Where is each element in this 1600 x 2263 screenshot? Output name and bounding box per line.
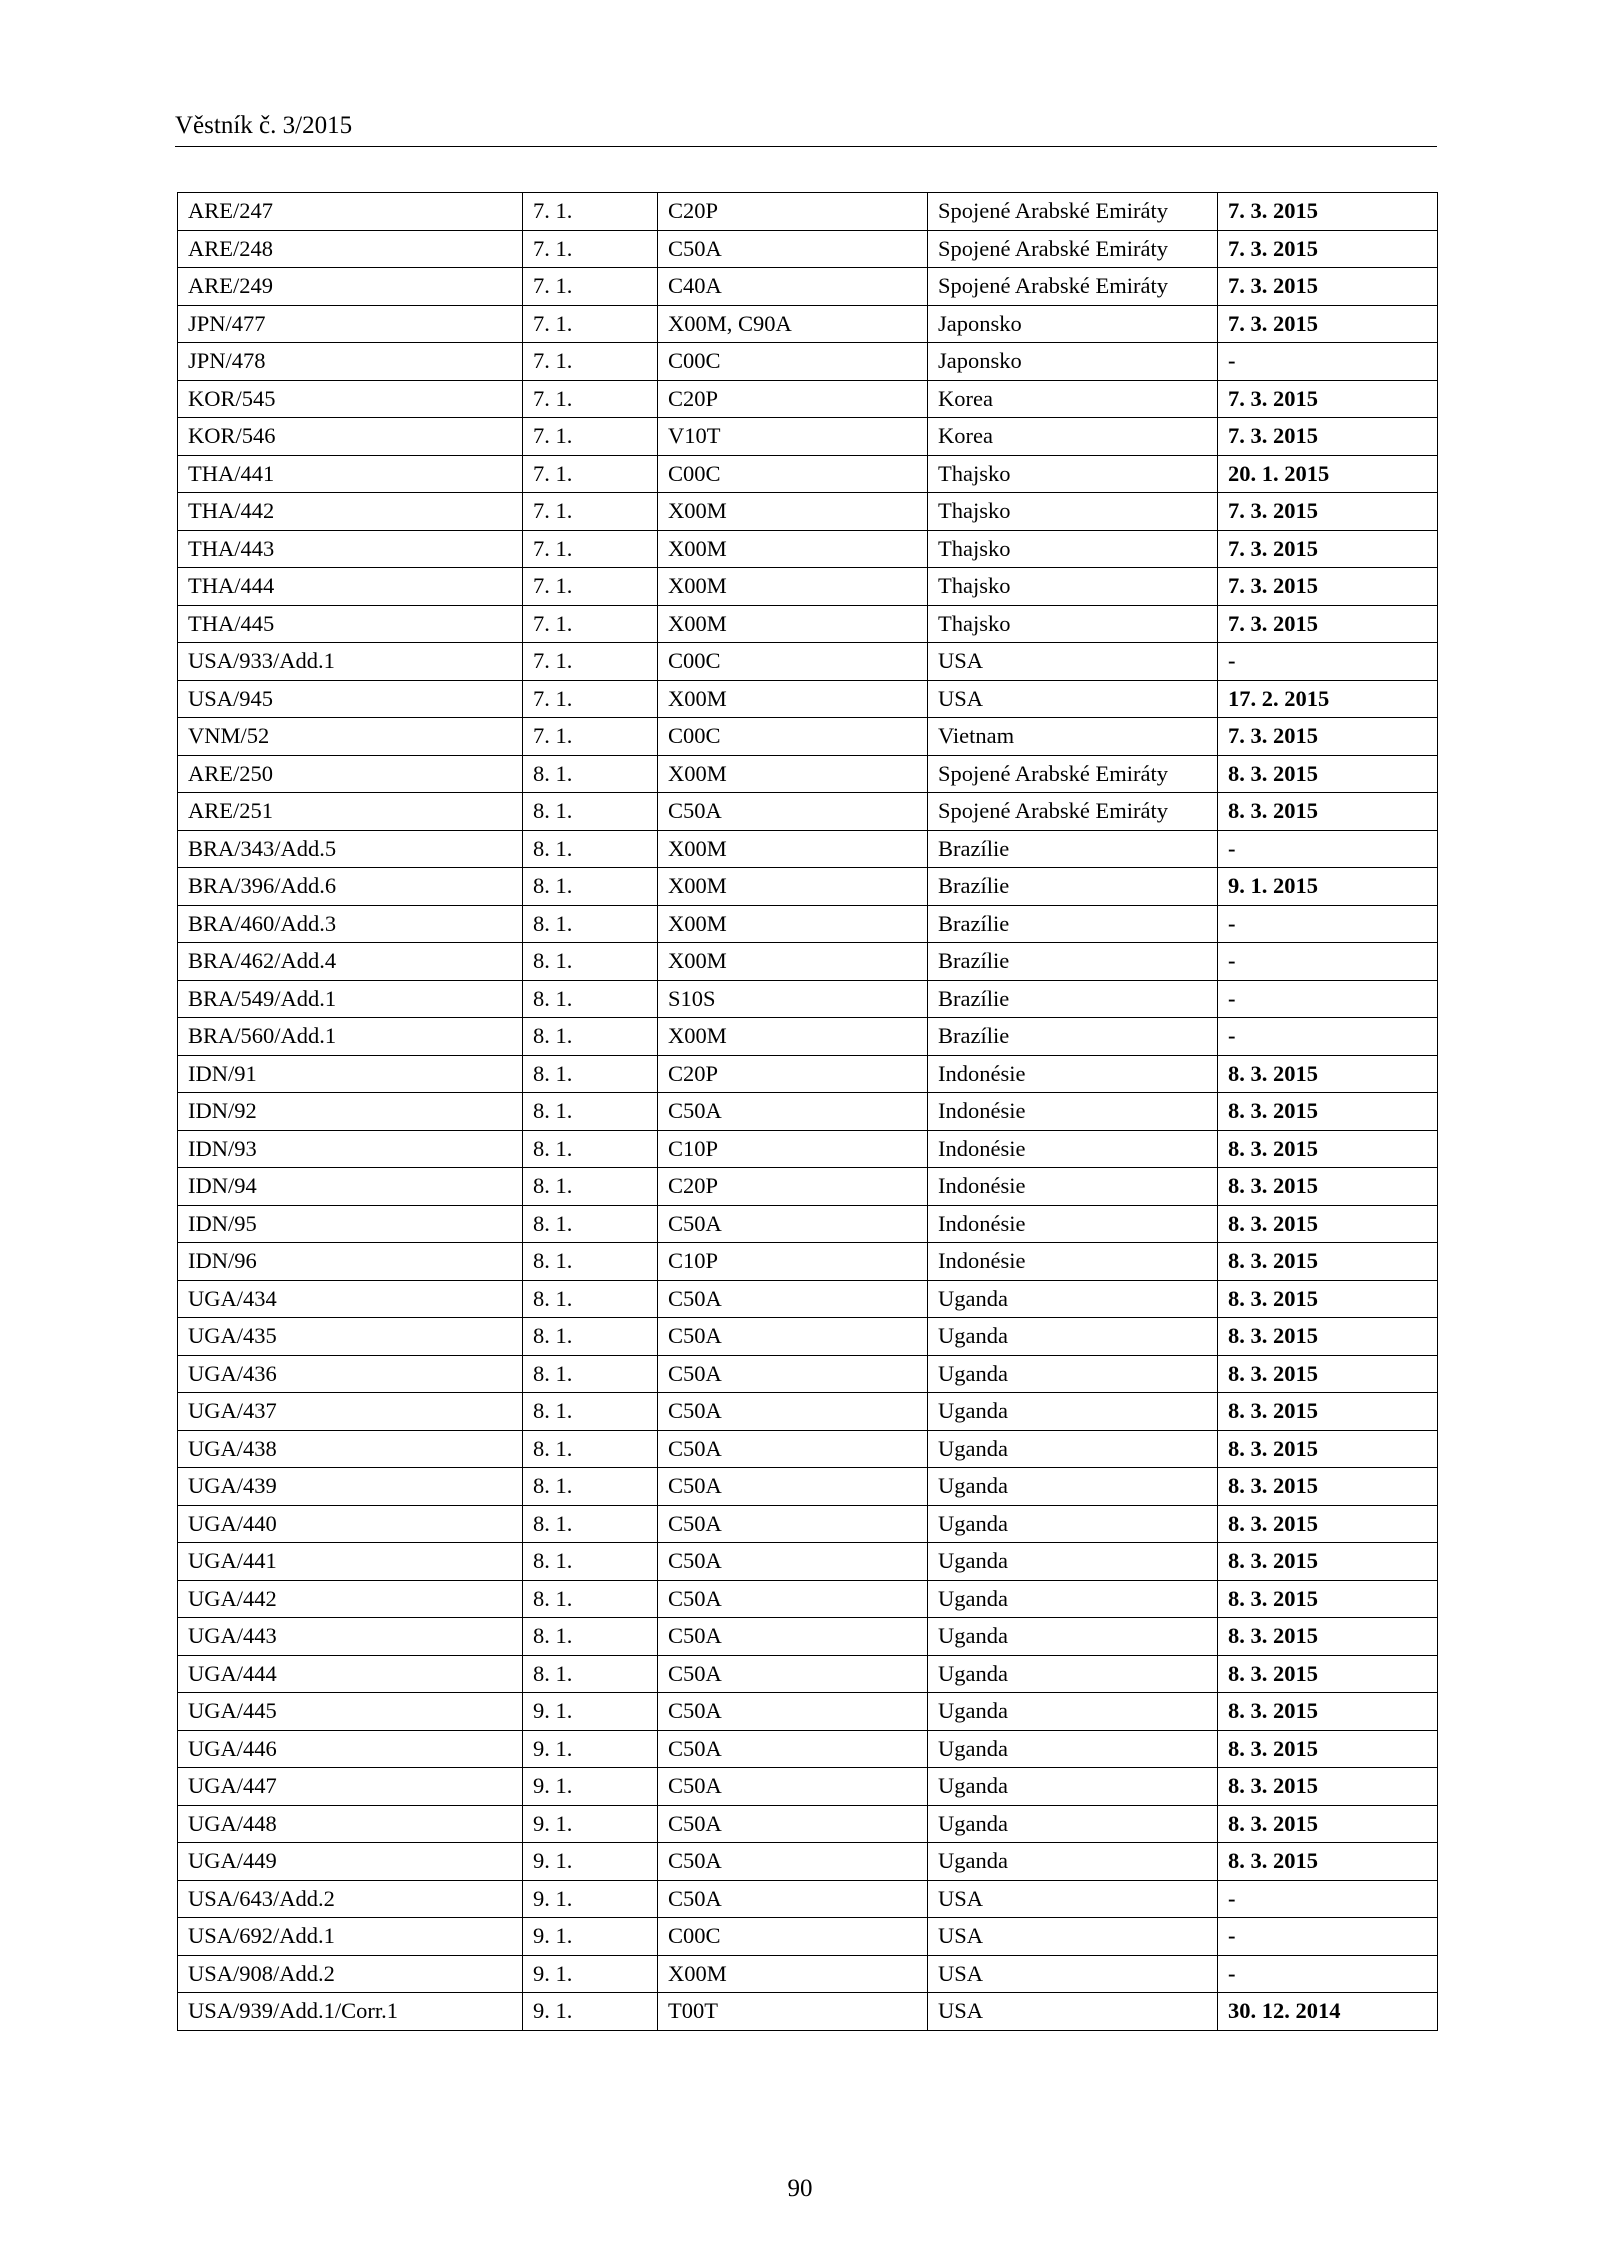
document-symbol-cell: BRA/396/Add.6 (178, 868, 523, 906)
table-row (178, 980, 1438, 1018)
deadline-date-cell: 17. 2. 2015 (1218, 680, 1438, 718)
country-cell: Brazílie (928, 868, 1218, 906)
table-row (178, 1168, 1438, 1206)
document-symbol-cell: USA/643/Add.2 (178, 1880, 523, 1918)
received-date-cell: 8. 1. (523, 1543, 658, 1581)
product-code-cell: C20P (658, 380, 928, 418)
deadline-date-cell: 20. 1. 2015 (1218, 455, 1438, 493)
received-date-cell: 8. 1. (523, 943, 658, 981)
product-code-cell: X00M (658, 830, 928, 868)
document-symbol-cell: UGA/437 (178, 1393, 523, 1431)
country-cell: Uganda (928, 1393, 1218, 1431)
table-row (178, 868, 1438, 906)
deadline-date-cell: 7. 3. 2015 (1218, 230, 1438, 268)
product-code-cell: C20P (658, 1168, 928, 1206)
product-code-cell: C10P (658, 1130, 928, 1168)
document-symbol-cell: USA/692/Add.1 (178, 1918, 523, 1956)
product-code-cell: C00C (658, 1918, 928, 1956)
country-cell: Uganda (928, 1505, 1218, 1543)
country-cell: Uganda (928, 1468, 1218, 1506)
deadline-date-cell: 8. 3. 2015 (1218, 1693, 1438, 1731)
table-row (178, 1993, 1438, 2031)
country-cell: Spojené Arabské Emiráty (928, 793, 1218, 831)
document-symbol-cell: KOR/546 (178, 418, 523, 456)
received-date-cell: 8. 1. (523, 1430, 658, 1468)
received-date-cell: 8. 1. (523, 1580, 658, 1618)
product-code-cell: C00C (658, 343, 928, 381)
document-symbol-cell: USA/939/Add.1/Corr.1 (178, 1993, 523, 2031)
product-code-cell: C50A (658, 1205, 928, 1243)
document-symbol-cell: ARE/249 (178, 268, 523, 306)
country-cell: USA (928, 1880, 1218, 1918)
document-symbol-cell: BRA/549/Add.1 (178, 980, 523, 1018)
product-code-cell: X00M (658, 1955, 928, 1993)
country-cell: Uganda (928, 1430, 1218, 1468)
product-code-cell: C50A (658, 1580, 928, 1618)
country-cell: Spojené Arabské Emiráty (928, 268, 1218, 306)
table-row (178, 605, 1438, 643)
country-cell: Spojené Arabské Emiráty (928, 193, 1218, 231)
deadline-date-cell: - (1218, 980, 1438, 1018)
document-symbol-cell: BRA/462/Add.4 (178, 943, 523, 981)
received-date-cell: 7. 1. (523, 718, 658, 756)
product-code-cell: X00M (658, 680, 928, 718)
deadline-date-cell: 8. 3. 2015 (1218, 1130, 1438, 1168)
received-date-cell: 8. 1. (523, 1505, 658, 1543)
received-date-cell: 9. 1. (523, 1693, 658, 1731)
country-cell: Uganda (928, 1318, 1218, 1356)
document-symbol-cell: UGA/445 (178, 1693, 523, 1731)
deadline-date-cell: 8. 3. 2015 (1218, 1355, 1438, 1393)
country-cell: Uganda (928, 1580, 1218, 1618)
received-date-cell: 7. 1. (523, 605, 658, 643)
deadline-date-cell: - (1218, 1880, 1438, 1918)
document-symbol-cell: JPN/478 (178, 343, 523, 381)
table-row (178, 1543, 1438, 1581)
table-row (178, 1768, 1438, 1806)
product-code-cell: X00M (658, 530, 928, 568)
document-symbol-cell: IDN/92 (178, 1093, 523, 1131)
product-code-cell: X00M (658, 755, 928, 793)
table-row (178, 905, 1438, 943)
table-row (178, 493, 1438, 531)
product-code-cell: C00C (658, 455, 928, 493)
product-code-cell: V10T (658, 418, 928, 456)
table-row (178, 1505, 1438, 1543)
deadline-date-cell: 8. 3. 2015 (1218, 1430, 1438, 1468)
deadline-date-cell: 8. 3. 2015 (1218, 755, 1438, 793)
document-symbol-cell: USA/945 (178, 680, 523, 718)
product-code-cell: C50A (658, 1655, 928, 1693)
deadline-date-cell: 7. 3. 2015 (1218, 530, 1438, 568)
country-cell: Brazílie (928, 980, 1218, 1018)
deadline-date-cell: 8. 3. 2015 (1218, 1468, 1438, 1506)
document-symbol-cell: THA/443 (178, 530, 523, 568)
document-symbol-cell: ARE/250 (178, 755, 523, 793)
deadline-date-cell: 7. 3. 2015 (1218, 718, 1438, 756)
product-code-cell: T00T (658, 1993, 928, 2031)
table-row (178, 643, 1438, 681)
document-symbol-cell: UGA/446 (178, 1730, 523, 1768)
table-row (178, 305, 1438, 343)
table-row (178, 1243, 1438, 1281)
country-cell: Thajsko (928, 455, 1218, 493)
country-cell: Spojené Arabské Emiráty (928, 230, 1218, 268)
table-row (178, 943, 1438, 981)
country-cell: Thajsko (928, 530, 1218, 568)
country-cell: Brazílie (928, 1018, 1218, 1056)
country-cell: Indonésie (928, 1205, 1218, 1243)
product-code-cell: S10S (658, 980, 928, 1018)
country-cell: Uganda (928, 1693, 1218, 1731)
deadline-date-cell: - (1218, 905, 1438, 943)
product-code-cell: C50A (658, 1093, 928, 1131)
received-date-cell: 8. 1. (523, 1243, 658, 1281)
deadline-date-cell: - (1218, 643, 1438, 681)
deadline-date-cell: 8. 3. 2015 (1218, 793, 1438, 831)
table-row (178, 1430, 1438, 1468)
received-date-cell: 8. 1. (523, 1318, 658, 1356)
table-row (178, 530, 1438, 568)
document-symbol-cell: UGA/442 (178, 1580, 523, 1618)
country-cell: Uganda (928, 1655, 1218, 1693)
table-row (178, 1280, 1438, 1318)
product-code-cell: C50A (658, 1618, 928, 1656)
product-code-cell: X00M (658, 1018, 928, 1056)
country-cell: Thajsko (928, 493, 1218, 531)
country-cell: Brazílie (928, 943, 1218, 981)
document-symbol-cell: ARE/248 (178, 230, 523, 268)
table-row (178, 193, 1438, 231)
table-row (178, 1205, 1438, 1243)
document-symbol-cell: UGA/438 (178, 1430, 523, 1468)
product-code-cell: X00M, C90A (658, 305, 928, 343)
received-date-cell: 7. 1. (523, 230, 658, 268)
document-symbol-cell: IDN/96 (178, 1243, 523, 1281)
table-row (178, 1955, 1438, 1993)
document-symbol-cell: UGA/435 (178, 1318, 523, 1356)
product-code-cell: X00M (658, 605, 928, 643)
deadline-date-cell: 7. 3. 2015 (1218, 605, 1438, 643)
received-date-cell: 8. 1. (523, 1355, 658, 1393)
deadline-date-cell: 8. 3. 2015 (1218, 1055, 1438, 1093)
country-cell: USA (928, 1993, 1218, 2031)
received-date-cell: 8. 1. (523, 1018, 658, 1056)
country-cell: Indonésie (928, 1055, 1218, 1093)
product-code-cell: C50A (658, 1318, 928, 1356)
document-symbol-cell: UGA/440 (178, 1505, 523, 1543)
table-row (178, 1580, 1438, 1618)
document-symbol-cell: IDN/95 (178, 1205, 523, 1243)
country-cell: Thajsko (928, 605, 1218, 643)
document-symbol-cell: IDN/94 (178, 1168, 523, 1206)
document-symbol-cell: UGA/434 (178, 1280, 523, 1318)
deadline-date-cell: 8. 3. 2015 (1218, 1168, 1438, 1206)
received-date-cell: 7. 1. (523, 568, 658, 606)
deadline-date-cell: 30. 12. 2014 (1218, 1993, 1438, 2031)
received-date-cell: 8. 1. (523, 1168, 658, 1206)
country-cell: Uganda (928, 1768, 1218, 1806)
deadline-date-cell: 8. 3. 2015 (1218, 1843, 1438, 1881)
notifications-table-body (178, 193, 1438, 2031)
country-cell: Thajsko (928, 568, 1218, 606)
table-row (178, 418, 1438, 456)
deadline-date-cell: 9. 1. 2015 (1218, 868, 1438, 906)
country-cell: USA (928, 680, 1218, 718)
received-date-cell: 7. 1. (523, 455, 658, 493)
country-cell: Indonésie (928, 1093, 1218, 1131)
table-row (178, 455, 1438, 493)
table-row (178, 1055, 1438, 1093)
document-symbol-cell: BRA/460/Add.3 (178, 905, 523, 943)
table-row (178, 380, 1438, 418)
table-row (178, 718, 1438, 756)
received-date-cell: 7. 1. (523, 343, 658, 381)
country-cell: Spojené Arabské Emiráty (928, 755, 1218, 793)
country-cell: Uganda (928, 1730, 1218, 1768)
country-cell: Korea (928, 418, 1218, 456)
country-cell: Vietnam (928, 718, 1218, 756)
product-code-cell: C50A (658, 1355, 928, 1393)
document-symbol-cell: UGA/448 (178, 1805, 523, 1843)
document-symbol-cell: UGA/436 (178, 1355, 523, 1393)
deadline-date-cell: 7. 3. 2015 (1218, 418, 1438, 456)
country-cell: Uganda (928, 1618, 1218, 1656)
deadline-date-cell: 7. 3. 2015 (1218, 268, 1438, 306)
received-date-cell: 8. 1. (523, 1393, 658, 1431)
received-date-cell: 8. 1. (523, 793, 658, 831)
country-cell: USA (928, 643, 1218, 681)
document-symbol-cell: USA/908/Add.2 (178, 1955, 523, 1993)
deadline-date-cell: 8. 3. 2015 (1218, 1505, 1438, 1543)
document-symbol-cell: BRA/343/Add.5 (178, 830, 523, 868)
table-row (178, 1130, 1438, 1168)
received-date-cell: 7. 1. (523, 380, 658, 418)
product-code-cell: C50A (658, 1805, 928, 1843)
received-date-cell: 7. 1. (523, 418, 658, 456)
table-row (178, 1693, 1438, 1731)
deadline-date-cell: 8. 3. 2015 (1218, 1543, 1438, 1581)
table-row (178, 830, 1438, 868)
received-date-cell: 7. 1. (523, 193, 658, 231)
table-row (178, 1730, 1438, 1768)
product-code-cell: C00C (658, 643, 928, 681)
deadline-date-cell: 8. 3. 2015 (1218, 1730, 1438, 1768)
product-code-cell: C00C (658, 718, 928, 756)
received-date-cell: 7. 1. (523, 530, 658, 568)
country-cell: Japonsko (928, 343, 1218, 381)
deadline-date-cell: - (1218, 343, 1438, 381)
product-code-cell: C50A (658, 1730, 928, 1768)
document-symbol-cell: ARE/247 (178, 193, 523, 231)
received-date-cell: 9. 1. (523, 1880, 658, 1918)
product-code-cell: C50A (658, 230, 928, 268)
received-date-cell: 8. 1. (523, 1655, 658, 1693)
received-date-cell: 7. 1. (523, 680, 658, 718)
received-date-cell: 9. 1. (523, 1993, 658, 2031)
document-symbol-cell: UGA/443 (178, 1618, 523, 1656)
country-cell: Uganda (928, 1805, 1218, 1843)
received-date-cell: 7. 1. (523, 643, 658, 681)
country-cell: Uganda (928, 1543, 1218, 1581)
deadline-date-cell: - (1218, 1918, 1438, 1956)
product-code-cell: C50A (658, 1543, 928, 1581)
notifications-table (177, 192, 1438, 2031)
table-row (178, 1880, 1438, 1918)
product-code-cell: C50A (658, 1880, 928, 1918)
deadline-date-cell: 7. 3. 2015 (1218, 568, 1438, 606)
country-cell: Brazílie (928, 905, 1218, 943)
table-row (178, 1468, 1438, 1506)
product-code-cell: C50A (658, 1393, 928, 1431)
received-date-cell: 8. 1. (523, 1618, 658, 1656)
product-code-cell: C20P (658, 1055, 928, 1093)
received-date-cell: 9. 1. (523, 1805, 658, 1843)
product-code-cell: X00M (658, 868, 928, 906)
document-symbol-cell: UGA/439 (178, 1468, 523, 1506)
country-cell: Korea (928, 380, 1218, 418)
received-date-cell: 9. 1. (523, 1768, 658, 1806)
product-code-cell: C50A (658, 1693, 928, 1731)
table-row (178, 230, 1438, 268)
country-cell: Indonésie (928, 1168, 1218, 1206)
received-date-cell: 8. 1. (523, 755, 658, 793)
table-row (178, 268, 1438, 306)
country-cell: Uganda (928, 1843, 1218, 1881)
product-code-cell: X00M (658, 943, 928, 981)
table-row (178, 1805, 1438, 1843)
country-cell: Uganda (928, 1355, 1218, 1393)
deadline-date-cell: 7. 3. 2015 (1218, 305, 1438, 343)
country-cell: Japonsko (928, 305, 1218, 343)
document-symbol-cell: UGA/447 (178, 1768, 523, 1806)
product-code-cell: C50A (658, 793, 928, 831)
received-date-cell: 8. 1. (523, 1468, 658, 1506)
deadline-date-cell: 7. 3. 2015 (1218, 193, 1438, 231)
table-row (178, 1393, 1438, 1431)
table-row (178, 1843, 1438, 1881)
page-header-title: Věstník č. 3/2015 (175, 112, 353, 139)
deadline-date-cell: 8. 3. 2015 (1218, 1093, 1438, 1131)
table-row (178, 1318, 1438, 1356)
product-code-cell: X00M (658, 568, 928, 606)
product-code-cell: C10P (658, 1243, 928, 1281)
product-code-cell: X00M (658, 905, 928, 943)
country-cell: Indonésie (928, 1130, 1218, 1168)
document-symbol-cell: UGA/444 (178, 1655, 523, 1693)
document-symbol-cell: JPN/477 (178, 305, 523, 343)
deadline-date-cell: 8. 3. 2015 (1218, 1618, 1438, 1656)
deadline-date-cell: 8. 3. 2015 (1218, 1580, 1438, 1618)
document-symbol-cell: UGA/449 (178, 1843, 523, 1881)
deadline-date-cell: 8. 3. 2015 (1218, 1805, 1438, 1843)
table-row (178, 755, 1438, 793)
product-code-cell: C50A (658, 1280, 928, 1318)
received-date-cell: 8. 1. (523, 868, 658, 906)
received-date-cell: 9. 1. (523, 1955, 658, 1993)
document-symbol-cell: THA/444 (178, 568, 523, 606)
document-symbol-cell: UGA/441 (178, 1543, 523, 1581)
table-row (178, 1093, 1438, 1131)
table-row (178, 793, 1438, 831)
product-code-cell: C50A (658, 1505, 928, 1543)
received-date-cell: 8. 1. (523, 1280, 658, 1318)
received-date-cell: 8. 1. (523, 1093, 658, 1131)
product-code-cell: C20P (658, 193, 928, 231)
received-date-cell: 8. 1. (523, 905, 658, 943)
document-symbol-cell: THA/445 (178, 605, 523, 643)
country-cell: USA (928, 1955, 1218, 1993)
deadline-date-cell: 8. 3. 2015 (1218, 1768, 1438, 1806)
document-symbol-cell: IDN/93 (178, 1130, 523, 1168)
received-date-cell: 9. 1. (523, 1918, 658, 1956)
received-date-cell: 7. 1. (523, 305, 658, 343)
deadline-date-cell: 8. 3. 2015 (1218, 1318, 1438, 1356)
deadline-date-cell: 8. 3. 2015 (1218, 1243, 1438, 1281)
deadline-date-cell: - (1218, 1955, 1438, 1993)
country-cell: Uganda (928, 1280, 1218, 1318)
country-cell: Brazílie (928, 830, 1218, 868)
deadline-date-cell: 8. 3. 2015 (1218, 1655, 1438, 1693)
product-code-cell: C50A (658, 1430, 928, 1468)
product-code-cell: C50A (658, 1768, 928, 1806)
table-row (178, 343, 1438, 381)
received-date-cell: 7. 1. (523, 268, 658, 306)
table-row (178, 1018, 1438, 1056)
deadline-date-cell: 7. 3. 2015 (1218, 493, 1438, 531)
deadline-date-cell: 8. 3. 2015 (1218, 1393, 1438, 1431)
document-symbol-cell: BRA/560/Add.1 (178, 1018, 523, 1056)
document-symbol-cell: ARE/251 (178, 793, 523, 831)
document-symbol-cell: THA/442 (178, 493, 523, 531)
deadline-date-cell: 8. 3. 2015 (1218, 1280, 1438, 1318)
document-symbol-cell: VNM/52 (178, 718, 523, 756)
table-row (178, 1918, 1438, 1956)
page-number: 90 (787, 2175, 813, 2202)
table-row (178, 1355, 1438, 1393)
header-divider (175, 146, 1437, 147)
country-cell: Indonésie (928, 1243, 1218, 1281)
received-date-cell: 8. 1. (523, 1130, 658, 1168)
deadline-date-cell: - (1218, 1018, 1438, 1056)
received-date-cell: 8. 1. (523, 830, 658, 868)
document-symbol-cell: THA/441 (178, 455, 523, 493)
deadline-date-cell: 8. 3. 2015 (1218, 1205, 1438, 1243)
received-date-cell: 8. 1. (523, 1205, 658, 1243)
country-cell: USA (928, 1918, 1218, 1956)
table-row (178, 1618, 1438, 1656)
deadline-date-cell: 7. 3. 2015 (1218, 380, 1438, 418)
document-symbol-cell: USA/933/Add.1 (178, 643, 523, 681)
product-code-cell: C50A (658, 1468, 928, 1506)
product-code-cell: C50A (658, 1843, 928, 1881)
received-date-cell: 8. 1. (523, 980, 658, 1018)
document-symbol-cell: IDN/91 (178, 1055, 523, 1093)
table-row (178, 568, 1438, 606)
received-date-cell: 9. 1. (523, 1843, 658, 1881)
deadline-date-cell: - (1218, 943, 1438, 981)
product-code-cell: C40A (658, 268, 928, 306)
product-code-cell: X00M (658, 493, 928, 531)
document-symbol-cell: KOR/545 (178, 380, 523, 418)
deadline-date-cell: - (1218, 830, 1438, 868)
received-date-cell: 7. 1. (523, 493, 658, 531)
received-date-cell: 8. 1. (523, 1055, 658, 1093)
table-row (178, 1655, 1438, 1693)
received-date-cell: 9. 1. (523, 1730, 658, 1768)
table-row (178, 680, 1438, 718)
